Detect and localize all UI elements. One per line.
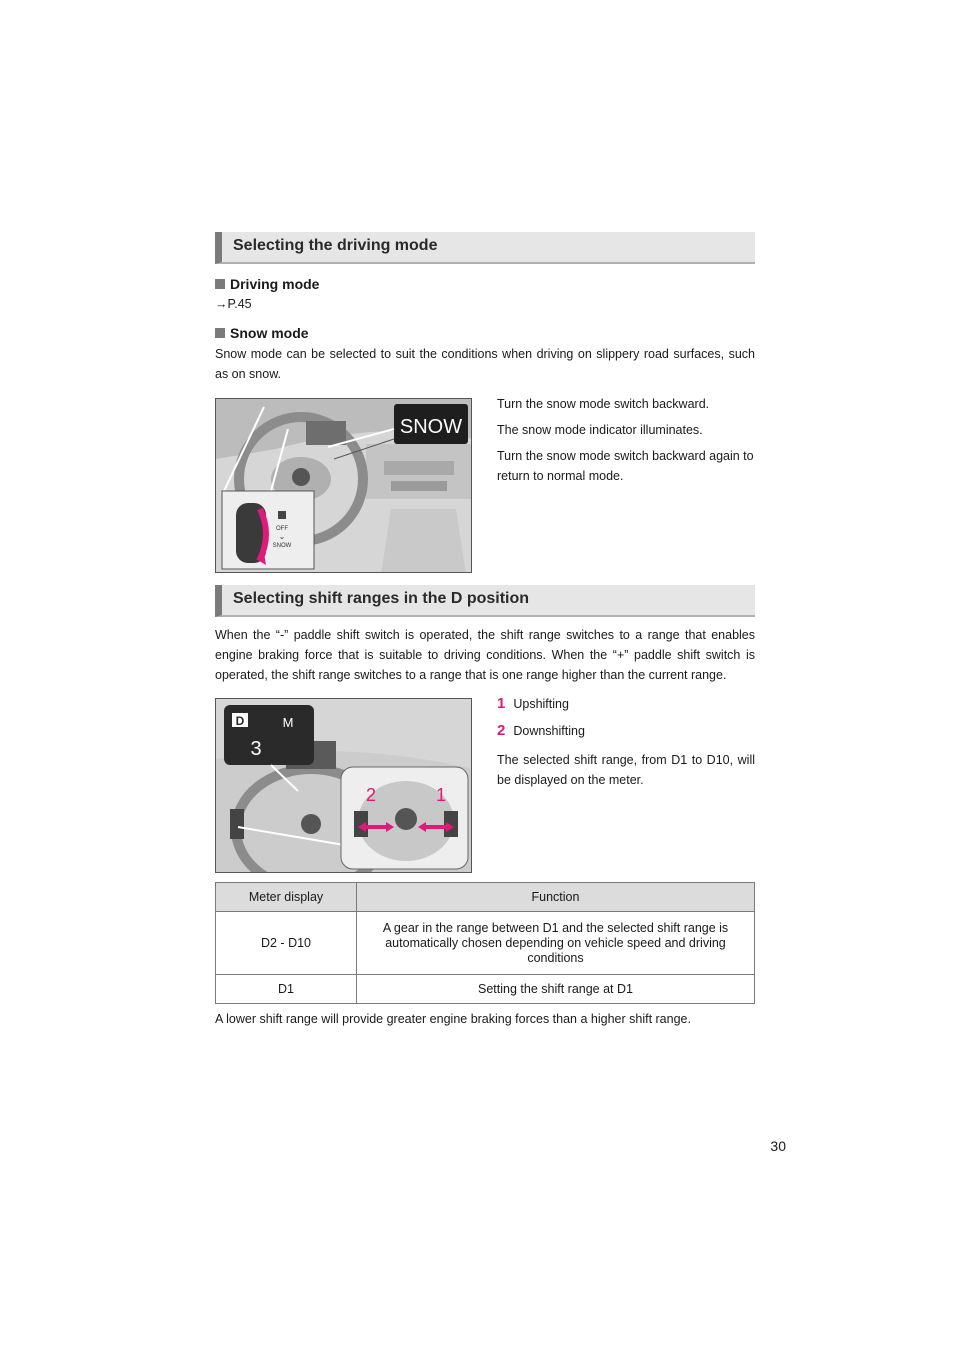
- square-bullet-icon: [215, 279, 225, 289]
- snow-display-label: SNOW: [399, 416, 463, 438]
- svg-text:⌄: ⌄: [278, 532, 286, 541]
- table-cell-display: D2 - D10: [216, 912, 357, 975]
- table-row: [216, 975, 755, 1004]
- subheading-driving-mode: Driving mode: [215, 276, 319, 292]
- svg-text:OFF: OFF: [276, 526, 288, 532]
- mode-letter: M: [282, 715, 294, 730]
- table-header-meter-display: Meter display: [216, 883, 357, 912]
- table-cell-function: A gear in the range between D1 and the selected shift range is automatically chosen depending on vehicle speed and driving conditions: [357, 912, 755, 975]
- section-title: Selecting the driving mode: [233, 237, 438, 254]
- snow-step-1: Turn the snow mode switch backward.: [497, 397, 710, 411]
- snow-mode-intro: Snow mode can be selected to suit the conditions when driving on slippery road surfaces, such as on snow.: [215, 347, 755, 381]
- shift-range-intro: When the “-” paddle shift switch is operated, the shift range switches to a range that enables engine braking force that is suitable to driving conditions. When the “+” paddle shift switch is operated, the shift range switches to a range that is one range higher than the current range.: [215, 628, 755, 682]
- snow-mode-illustration: [215, 398, 472, 573]
- snow-step-3: Turn the snow mode switch backward again to return to normal mode.: [497, 449, 754, 483]
- paddle-shift-illustration: [215, 698, 472, 873]
- list-item-upshifting: 1 Upshifting: [497, 695, 569, 712]
- table-cell-function: Setting the shift range at D1: [357, 975, 755, 1004]
- table-row: [216, 912, 755, 975]
- section-title: Selecting shift ranges in the D position: [233, 590, 530, 607]
- item-number: 1: [497, 695, 506, 712]
- callout-2: 2: [365, 785, 377, 805]
- list-item-downshifting: 2 Downshifting: [497, 722, 585, 739]
- subheading-snow-mode: Snow mode: [215, 325, 309, 341]
- square-bullet-icon: [215, 328, 225, 338]
- section-header-shift-ranges: [215, 585, 755, 617]
- section-header-driving-mode: [215, 232, 755, 264]
- shift-range-note: The selected shift range, from D1 to D10, will be displayed on the meter.: [497, 753, 755, 787]
- table-header-function: Function: [357, 883, 755, 912]
- item-number: 2: [497, 722, 506, 739]
- callout-1: 1: [435, 785, 447, 805]
- snow-step-2: The snow mode indicator illuminates.: [497, 423, 703, 437]
- gear-number: 3: [250, 738, 262, 760]
- page-reference-link[interactable]: →P.45: [215, 297, 252, 311]
- footer-note: A lower shift range will provide greater engine braking forces than a higher shift range.: [215, 1012, 691, 1026]
- page-number: 30: [770, 1138, 786, 1154]
- gear-letter: D: [235, 714, 245, 728]
- shift-range-table: [215, 882, 755, 1004]
- table-cell-display: D1: [216, 975, 357, 1004]
- snow-switch-label: SNOW: [272, 543, 292, 549]
